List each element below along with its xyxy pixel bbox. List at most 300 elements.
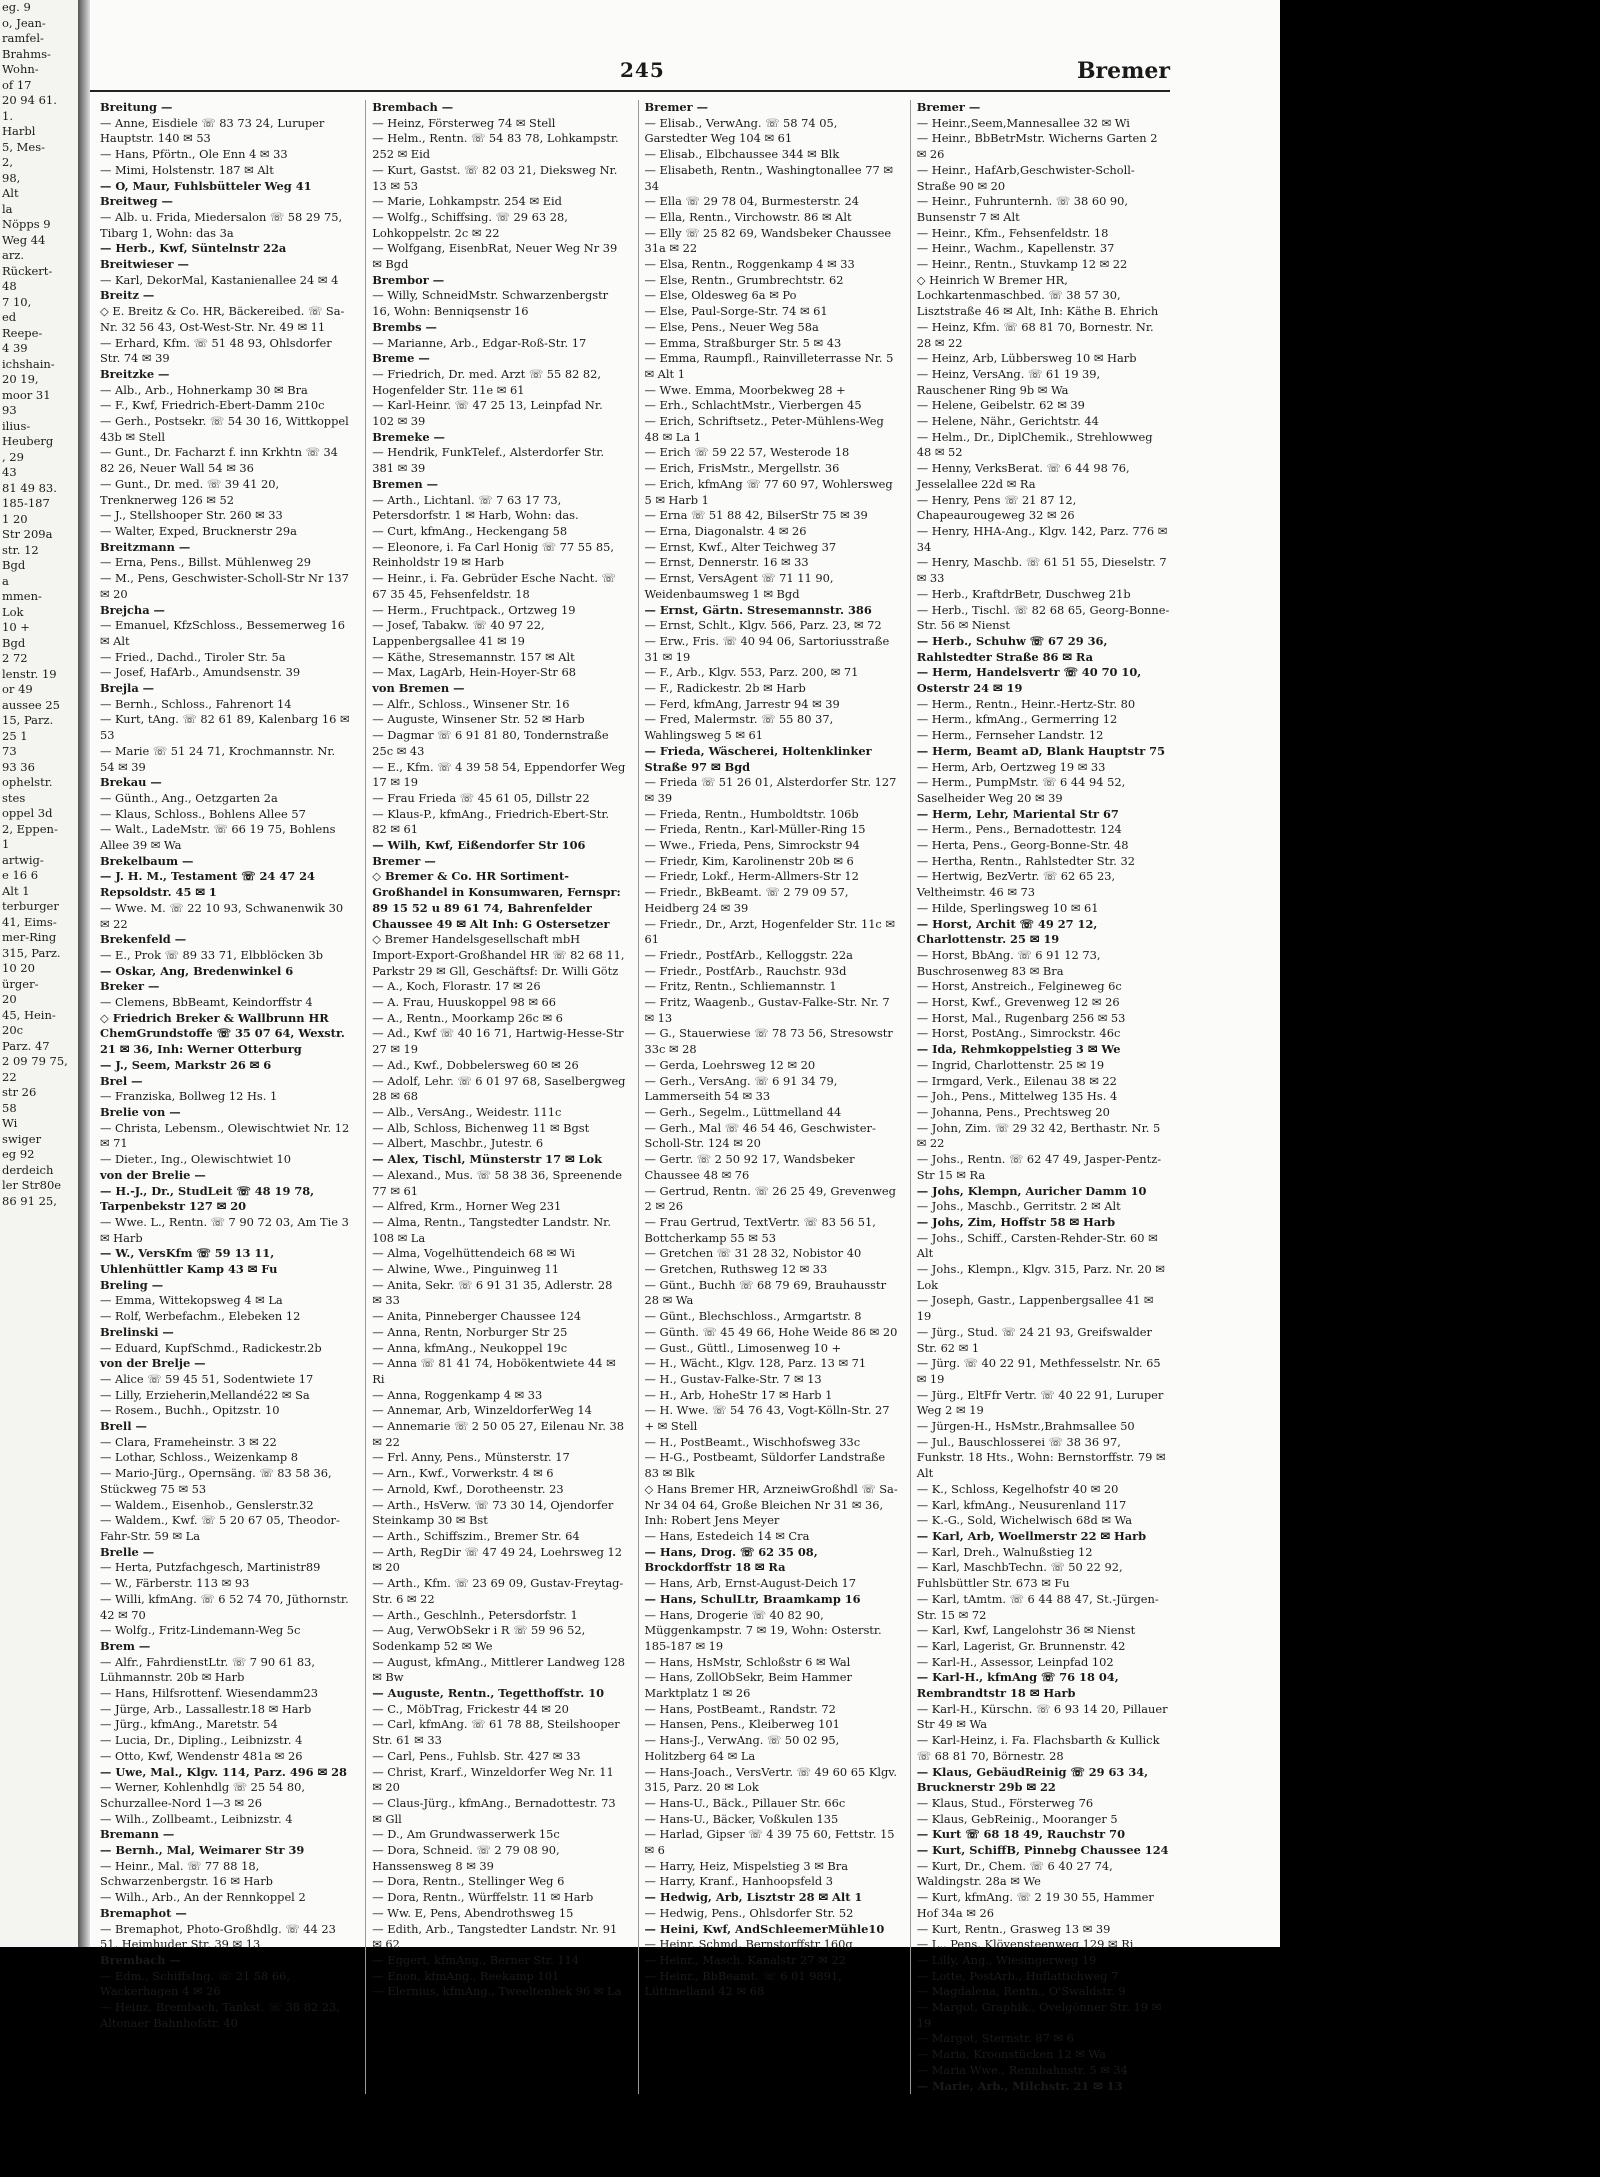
surname-heading: Brelle — [100,1544,155,1559]
directory-entry: — Gunt., Dr. med. ☏ 39 41 20, Trenknerweg 126 ✉ 52 [100,476,280,507]
directory-entry: — M., Pens, Geschwister-Scholl-Str Nr 137 ✉ 20 [100,571,349,601]
directory-entry: — Heinr., Rentn., Stuvkamp 12 ✉ 22 [916,257,1128,272]
directory-entry: — Hendrik, FunkTelef., Alsterdorfer Str. 381 ✉ 39 [372,445,605,476]
directory-entry: — Rolf, Werbefachm., Elebeken 12 [100,1309,301,1324]
directory-entry: — Heinr., Masch. Kanalstr 27 ✉ 22 [644,1952,846,1967]
directory-entry: — Josef, Tabakw. ☏ 40 97 22, Lappenbergsallee 41 ✉ 19 [372,618,545,648]
directory-entry: — Heinz, Försterweg 74 ✉ Stell [372,115,556,130]
directory-entry: — Heinz, Brembach, Tankst. ☏ 38 82 23, Altonaer Bahnhofstr. 40 [100,2000,340,2030]
directory-entry: — Erna, Pens., Billst. Mühlenweg 29 [100,555,311,570]
directory-entry: — F., Kwf, Friedrich-Ebert-Damm 210c [100,398,325,413]
directory-entry: — Gertr. ☏ 2 50 92 17, Wandsbeker Chaussee 48 ✉ 76 [644,1152,855,1182]
surname-heading: Bremer — [372,853,436,868]
directory-entry: — Ferd, kfmAng, Jarrestr 94 ✉ 39 [644,696,840,711]
directory-entry: — Friedr, Lokf., Herm-Allmers-Str 12 [644,869,859,884]
directory-entry: — Heinr., HafArb,Geschwister-Scholl-Straße 90 ✉ 20 [916,162,1135,193]
directory-entry: — Friedr., Dr., Arzt, Hogenfelder Str. 11c ✉ 61 [644,916,895,947]
directory-entry: — Helm., Rentn. ☏ 54 83 78, Lohkampstr. 252 ✉ Eid [372,131,619,162]
previous-page-fragment: Bgd [2,635,26,650]
directory-column-2 [365,100,625,2094]
directory-entry: — Johs., Klempn., Klgv. 315, Parz. Nr. 20 ✉ Lok [916,1262,1165,1292]
directory-entry: — Clara, Frameheinstr. 3 ✉ 22 [100,1434,277,1449]
directory-entry: — H., PostBeamt., Wischhofsweg 33c [644,1434,861,1449]
previous-page-fragment: artwig- [2,852,44,867]
directory-entry: — Karl, Dreh., Walnußstieg 12 [916,1544,1093,1559]
directory-entry: — Mimi, Holstenstr. 187 ✉ Alt [100,162,274,177]
previous-page-fragment: Bgd [2,558,26,572]
directory-entry: — Jürgen-H., HsMstr.,Brahmsallee 50 [916,1419,1135,1434]
directory-entry: — Karl-H., kfmAng ☏ 76 18 04, Rembrandtstr 18 ✉ Harb [916,1670,1119,1701]
directory-entry: — Herb., Tischl. ☏ 82 68 65, Georg-Bonne-Str. 56 ✉ Nienst [916,602,1170,633]
directory-entry: — Willi, kfmAng. ☏ 6 52 74 70, Jüthornstr. 42 ✉ 70 [100,1591,349,1622]
directory-entry: — Gerh., VersAng. ☏ 6 91 34 79, Lammerseith 54 ✉ 33 [644,1073,838,1104]
directory-entry: — Lilly, Ang., Wiesingerweg 19 [916,1952,1097,1967]
previous-page-fragment: Alt 1 [2,883,30,898]
directory-entry: — Arn., Kwf., Vorwerkstr. 4 ✉ 6 [372,1466,554,1481]
directory-entry: — Joh., Pens., Mittelweg 135 Hs. 4 [916,1089,1118,1104]
directory-entry: — Dora, Rentn., Stellinger Weg 6 [372,1874,565,1889]
directory-entry: — Karl-H., Assessor, Leinpfad 102 [916,1654,1114,1669]
directory-entry: — Alb. u. Frida, Miedersalon ☏ 58 29 75, Tibarg 1, Wohn: das 3a [100,209,343,240]
previous-page-fragment: Wi [2,1116,18,1130]
directory-entry: — Elly ☏ 25 82 69, Wandsbeker Chaussee 31a ✉ 22 [644,225,892,256]
previous-page-margin [0,0,81,1947]
surname-heading: Brelinski — [100,1324,174,1339]
directory-entry: — Erh., SchlachtMstr., Vierbergen 45 [644,398,862,413]
directory-entry: — Horst, Kwf., Grevenweg 12 ✉ 26 [916,995,1120,1010]
surname-heading: Breme — [372,351,430,366]
previous-page-fragment: 315, Parz. [2,945,61,960]
previous-page-fragment: or 49 [2,682,33,696]
directory-entry: — Adolf, Lehr. ☏ 6 01 97 68, Saselbergweg 28 ✉ 68 [372,1073,626,1104]
previous-page-fragment: swiger [2,1131,42,1146]
directory-entry: — Alb, Schloss, Bichenweg 11 ✉ Bgst [372,1120,590,1135]
running-head: Bremer [1076,58,1170,84]
previous-page-fragment: 2 72 [2,651,28,665]
previous-page-fragment: eg 92 [2,1147,35,1161]
directory-entry: — Hans, Estedeich 14 ✉ Cra [644,1528,810,1543]
surname-heading: Brel — [100,1073,143,1088]
directory-entry: — Alfred, Krm., Horner Weg 231 [372,1199,562,1214]
directory-entry: — K.-G., Sold, Wichelwisch 68d ✉ Wa [916,1513,1133,1528]
previous-page-fragment: 22 [2,1069,17,1084]
directory-entry: — Karl-Heinz, i. Fa. Flachsbarth & Kullick ☏ 68 81 70, Börnestr. 28 [916,1733,1160,1763]
surname-heading: Breker — [100,979,160,994]
directory-entry: — Alb., Arb., Hohnerkamp 30 ✉ Bra [100,382,308,397]
previous-page-fragment: aussee 25 [2,697,60,712]
directory-entry: — August, kfmAng., Mittlerer Landweg 128 ✉ Bw [372,1654,625,1685]
directory-entry: — Alex, Tischl, Münsterstr 17 ✉ Lok [372,1152,602,1167]
directory-entry: — Edith, Arb., Tangstedter Landstr. Nr. 91 ✉ 62 [372,1921,618,1952]
directory-entry: — Anita, Pinneberger Chaussee 124 [372,1309,582,1324]
directory-entry: — Käthe, Stresemannstr. 157 ✉ Alt [372,649,575,664]
directory-entry: — Horst, Anstreich., Felgineweg 6c [916,979,1122,994]
previous-page-fragment: Lok [2,604,24,619]
directory-entry: — Frieda, Rentn., Karl-Müller-Ring 15 [644,822,866,837]
directory-entry: — Heinr.,Seem,Mannesallee 32 ✉ Wi [916,115,1130,130]
directory-entry: — Curt, kfmAng., Heckengang 58 [372,523,568,538]
directory-entry: — Gretchen, Ruthsweg 12 ✉ 33 [644,1262,828,1277]
previous-page-fragment: str 26 [2,1085,37,1099]
surname-heading: Breling — [100,1277,164,1292]
previous-page-fragment: Brahms- [2,46,51,61]
directory-entry: — Frau Gertrud, TextVertr. ☏ 83 56 51, Bottcherkamp 55 ✉ 53 [644,1214,876,1245]
surname-heading: Breitwieser — [100,257,189,272]
directory-entry: — Uwe, Mal., Klgv. 114, Parz. 496 ✉ 28 [100,1764,347,1779]
directory-entry: — F., Arb., Klgv. 553, Parz. 200, ✉ 71 [644,665,859,680]
directory-entry: — Jürg., Stud. ☏ 24 21 93, Greifswalder Str. 62 ✉ 1 [916,1324,1152,1355]
directory-entry: ◇ Heinrich W Bremer HR, Lochkartenmaschbed. ☏ 38 57 30, Lisztstraße 46 ✉ Alt, Inh: Käthe B. Ehrich [916,272,1159,319]
directory-entry: — Fritz, Rentn., Schliemannstr. 1 [644,979,837,994]
directory-entry: — Frau Frieda ☏ 45 61 05, Dillstr 22 [372,790,590,805]
surname-heading: Brem — [100,1638,151,1653]
previous-page-fragment: Reepe- [2,325,43,340]
directory-entry: — Alb., VersAng., Weidestr. 111c [372,1105,562,1119]
directory-entry: — Johs, Klempn, Auricher Damm 10 [916,1183,1147,1198]
directory-entry: — Ad., Kwf., Dobbelersweg 60 ✉ 26 [372,1057,579,1072]
directory-entry: — Gerh., Segelm., Lüttmelland 44 [644,1105,842,1119]
previous-page-fragment: 2, [2,155,13,169]
directory-entry: — Fred, Malermstr. ☏ 55 80 37, Wahlingsweg 5 ✉ 61 [644,712,834,743]
directory-entry: — H., Gustav-Falke-Str. 7 ✉ 13 [644,1371,822,1386]
previous-page-fragment: moor 31 [2,387,51,402]
directory-entry: — Wwe., Frieda, Pens, Simrockstr 94 [644,838,860,853]
previous-page-fragment: 73 [2,744,17,758]
directory-entry: — Hans, PostBeamt., Randstr. 72 [644,1701,836,1716]
directory-entry: — Wwe. Emma, Moorbekweg 28 + [644,382,846,397]
directory-entry: — Karl-H., Kürschn. ☏ 6 93 14 20, Pillauer Str 49 ✉ Wa [916,1701,1168,1732]
directory-entry: — Jürge, Arb., Lassallestr.18 ✉ Harb [100,1701,312,1716]
directory-entry: — Walt., LadeMstr. ☏ 66 19 75, Bohlens Allee 39 ✉ Wa [100,822,336,853]
directory-entry: — Ernst, Kwf., Alter Teichweg 37 [644,539,837,554]
directory-entry: — Mario-Jürg., Opernsäng. ☏ 83 58 36, Stückweg 75 ✉ 53 [100,1466,332,1496]
directory-entry: — Heinz, Kfm. ☏ 68 81 70, Bornestr. Nr. 28 ✉ 22 [916,319,1154,350]
directory-entry: — Karl, tAmtm. ☏ 6 44 88 47, St.-Jürgen-Str. 15 ✉ 72 [916,1591,1159,1622]
directory-entry: — Margot, Sternstr. 87 ✉ 6 [916,2031,1074,2046]
directory-column-3 [638,100,898,2094]
previous-page-fragment: la [2,201,13,216]
previous-page-fragment: 10 + [2,620,30,634]
directory-entry: — Heinr., BbBeamt. ☏ 6 01 9891, Lüttmelland 42 ✉ 68 [644,1968,842,1999]
directory-entry: — Arth., Kfm. ☏ 23 69 09, Gustav-Freytag-Str. 6 ✉ 22 [372,1576,624,1606]
directory-entry: — Herta, Putzfachgesch, Martinistr89 [100,1560,321,1575]
previous-page-fragment: 1. [2,108,13,123]
previous-page-fragment: terburger [2,899,59,913]
directory-entry: — Kurt, Gastst. ☏ 82 03 21, Dieksweg Nr. 13 ✉ 53 [372,162,618,193]
directory-entry: — Else, Paul-Sorge-Str. 74 ✉ 61 [644,304,828,319]
directory-entry: — Erich, kfmAng ☏ 77 60 97, Wohlersweg 5 ✉ Harb 1 [644,476,893,507]
directory-entry: — Lothar, Schloss., Weizenkamp 8 [100,1450,299,1465]
page-header [90,58,1170,88]
previous-page-fragment: ürger- [2,976,39,991]
directory-entry: — Irmgard, Verk., Eilenau 38 ✉ 22 [916,1073,1117,1088]
directory-entry: — Johanna, Pens., Prechtsweg 20 [916,1105,1110,1119]
surname-heading: Brekau — [100,775,162,790]
directory-entry: — Hans, ZollObSekr, Beim Hammer Marktplatz 1 ✉ 26 [644,1670,852,1701]
directory-entry: — Heinr., Mal. ☏ 77 88 18, Schwarzenbergstr. 16 ✉ Harb [100,1858,273,1889]
surname-heading: von der Brelje — [100,1356,206,1371]
surname-heading: Brembach — [372,100,454,114]
directory-column-1 [100,100,353,2094]
previous-page-fragment: 7 10, [2,294,32,309]
directory-entry: — Hansen, Pens., Kleiberweg 101 [644,1717,840,1732]
directory-entry: — Gerh., Postsekr. ☏ 54 30 16, Wittkoppel 43b ✉ Stell [100,414,349,444]
surname-heading: Breitzmann — [100,539,191,554]
directory-entry: — Arth, RegDir ☏ 47 49 24, Loehrsweg 12 ✉ 20 [372,1544,623,1575]
previous-page-fragment: Harbl [2,124,36,138]
previous-page-fragment: arz. [2,248,25,262]
directory-entry: — Herta, Pens., Georg-Bonne-Str. 48 [916,838,1129,853]
directory-entry: — A., Rentn., Moorkamp 26c ✉ 6 [372,1010,563,1025]
directory-entry: — Hans, Hilfsrottenf. Wiesendamm23 [100,1686,319,1701]
directory-entry: — Ernst, VersAgent ☏ 71 11 90, Weidenbaumsweg 1 ✉ Bgd [644,571,834,601]
directory-entry: — Anna, Rentn, Norburger Str 25 [372,1324,568,1339]
previous-page-fragment: 20 94 61. [2,93,57,107]
previous-page-fragment: o, Jean- [2,15,46,30]
directory-entry: — Edm., SchiffsIng. ☏ 21 58 66, Wackerhagen 4 ✉ 26 [100,1968,290,1999]
directory-entry: — Friedr, Kim, Karolinenstr 20b ✉ 6 [644,853,854,868]
previous-page-fragment: 81 49 83. [2,480,57,495]
surname-heading: Breitz — [100,288,155,303]
previous-page-fragment: 1 [2,837,10,851]
previous-page-fragment: 25 1 [2,728,28,743]
surname-heading: Breitung — [100,100,173,114]
directory-entry: — J. H. M., Testament ☏ 24 47 24 Repsoldstr. 45 ✉ 1 [100,869,315,900]
directory-entry: — Karl, Arb, Woellmerstr 22 ✉ Harb [916,1528,1147,1543]
directory-entry: — H., Arb, HoheStr 17 ✉ Harb 1 [644,1387,833,1402]
previous-page-fragment: 41, Eims- [2,914,57,929]
directory-entry: — Eleonore, i. Fa Carl Honig ☏ 77 55 85, Reinholdstr 19 ✉ Harb [372,539,614,570]
directory-entry: — Heini, Kwf, AndSchleemerMühle10 [644,1921,885,1936]
directory-entry: — Friedrich, Dr. med. Arzt ☏ 55 82 82, Hogenfelder Str. 11e ✉ 61 [372,366,602,397]
directory-entry: — Magdalena, Rentn., O'Swaldstr. 9 [916,1984,1126,1999]
directory-entry: — E., Prok ☏ 89 33 71, Elbblöcken 3b [100,947,324,962]
previous-page-fragment: 4 39 [2,341,28,355]
surname-heading: Brembs — [372,319,437,334]
directory-entry: — Herm, Beamt aD, Blank Hauptstr 75 [916,743,1166,758]
directory-entry: — H., Wächt., Klgv. 128, Parz. 13 ✉ 71 [644,1356,867,1371]
directory-entry: ◇ Bremer Handelsgesellschaft mbH Import-Export-Großhandel HR ☏ 82 68 11, Parkstr 29 ✉ Gll, Geschäftsf: Dr. Willi Götz [372,932,625,978]
directory-entry: — Bernh., Schloss., Fahrenort 14 [100,696,292,711]
directory-entry: ◇ Friedrich Breker & Wallbrunn HR ChemGrundstoffe ☏ 35 07 64, Wexstr. 21 ✉ 36, Inh: Werner Otterburg [100,1010,345,1057]
previous-page-fragment: Str 209a [2,527,53,541]
directory-entry: — Gunt., Dr. Facharzt f. inn Krkhtn ☏ 34 82 26, Neuer Wall 54 ✉ 36 [100,445,338,476]
directory-entry: — Marie, Arb., Milchstr. 21 ✉ 13 [916,2078,1123,2093]
directory-entry: — Hertwig, BezVertr. ☏ 62 65 23, Veltheimstr. 46 ✉ 73 [916,869,1116,900]
directory-entry: — Arnold, Kwf., Dorotheenstr. 23 [372,1481,564,1496]
directory-entry: — Frieda ☏ 51 26 01, Alsterdorfer Str. 127 ✉ 39 [644,775,897,805]
directory-entry: — Johs., Schiff., Carsten-Rehder-Str. 60 ✉ Alt [916,1230,1158,1261]
directory-entry: — Herm, Lehr, Mariental Str 67 [916,806,1119,821]
directory-entry: — Arth., HsVerw. ☏ 73 30 14, Ojendorfer Steinkamp 30 ✉ Bst [372,1497,614,1528]
directory-entry: — Emma, Raumpfl., Rainvilleterrasse Nr. 5 ✉ Alt 1 [644,351,894,381]
directory-entry: — Hans-U., Bäck., Pillauer Str. 66c [644,1795,846,1810]
directory-entry: — Horst, Archit ☏ 49 27 12, Charlottenstr. 25 ✉ 19 [916,916,1098,947]
directory-entry: — Horst, BbAng. ☏ 6 91 12 73, Buschrosenweg 83 ✉ Bra [916,947,1101,978]
directory-entry: — Gertrud, Rentn. ☏ 26 25 49, Grevenweg 2 ✉ 26 [644,1183,896,1214]
directory-entry: — D., Am Grundwasserwerk 15c [372,1827,560,1842]
directory-entry: — Hans-Joach., VersVertr. ☏ 49 60 65 Klgv. 315, Parz. 20 ✉ Lok [644,1764,898,1795]
directory-entry: — Bremaphot, Photo-Großhdlg. ☏ 44 23 51, Heimhuder Str. 39 ✉ 13 [100,1921,336,1952]
directory-entry: — John, Zim. ☏ 29 32 42, Berthastr. Nr. 5 ✉ 22 [916,1120,1161,1151]
directory-entry: — Heinr., Wachm., Kapellenstr. 37 [916,241,1115,256]
previous-page-fragment: 93 36 [2,759,35,774]
directory-entry: — Arth., Schiffszim., Bremer Str. 64 [372,1528,580,1543]
page-number: 245 [620,58,665,82]
surname-heading: Bremeke — [372,429,445,444]
previous-page-fragment: a [2,573,9,588]
previous-page-fragment: ramfel- [2,31,44,45]
directory-entry: — Herb., Schuhw ☏ 67 29 36, Rahlstedter Straße 86 ✉ Ra [916,633,1108,664]
directory-entry: — Dora, Rentn., Würffelstr. 11 ✉ Harb [372,1890,594,1905]
directory-entry: — Waldem., Eisenhob., Genslerstr.32 [100,1497,314,1512]
previous-page-fragment: 93 [2,403,17,417]
directory-entry: — Wwe. L., Rentn. ☏ 7 90 72 03, Am Tie 3 ✉ Harb [100,1214,349,1245]
surname-heading: Bremer — [916,100,981,114]
directory-entry: — Lilly, Erzieherin,Mellandé22 ✉ Sa [100,1387,310,1402]
previous-page-fragment: 5, Mes- [2,139,45,154]
directory-entry: — Erich, Schriftsetz., Peter-Mühlens-Weg 48 ✉ La 1 [644,414,884,444]
directory-entry: — Arth., Geschlnh., Petersdorfstr. 1 [372,1607,578,1622]
directory-entry: — Ww. E, Pens, Abendrothsweg 15 [372,1905,574,1920]
directory-entry: — Karl, MaschbTechn. ☏ 50 22 92, Fuhlsbüttler Str. 673 ✉ Fu [916,1560,1123,1591]
directory-entry: — Wolfg., Fritz-Lindemann-Weg 5c [100,1623,301,1638]
directory-entry: — Ad., Kwf ☏ 40 16 71, Hartwig-Hesse-Str 27 ✉ 19 [372,1026,624,1057]
previous-page-fragment: eg. 9 [2,0,31,14]
directory-entry: — A. Frau, Huuskoppel 98 ✉ 66 [372,995,557,1010]
directory-entry: — Kurt, SchiffB, Pinnebg Chaussee 124 [916,1843,1169,1858]
directory-entry: — Eduard, KupfSchmd., Radickestr.2b [100,1340,322,1355]
directory-entry: — Günth. ☏ 45 49 66, Hohe Weide 86 ✉ 20 [644,1324,898,1339]
header-rule [90,90,1170,92]
directory-entry: — Margot, Graphik., Ovelgönner Str. 19 ✉ 19 [916,2000,1162,2030]
directory-entry: — Marie, Lohkampstr. 254 ✉ Eid [372,194,562,209]
surname-heading: Brekelbaum — [100,853,194,868]
previous-page-fragment: ichshain- [2,356,55,371]
directory-columns [100,100,1170,2094]
directory-entry: — Friedr., PostfArb., Kelloggstr. 22a [644,947,853,962]
directory-entry: — Hans, Drog. ☏ 62 35 08, Brockdorffstr 18 ✉ Ra [644,1544,818,1575]
directory-entry: — Anna, Roggenkamp 4 ✉ 33 [372,1387,543,1402]
directory-entry: — Carl, Pens., Fuhlsb. Str. 427 ✉ 33 [372,1748,581,1763]
directory-entry: — Günt., Blechschloss., Armgartstr. 8 [644,1309,862,1324]
previous-page-fragment: ler Str80e [2,1178,62,1192]
directory-entry: — Alma, Rentn., Tangstedter Landstr. Nr. 108 ✉ La [372,1214,611,1245]
directory-entry: — Otto, Kwf, Wendenstr 481a ✉ 26 [100,1748,303,1763]
directory-entry: — Hedwig, Pens., Ohlsdorfer Str. 52 [644,1905,854,1920]
directory-entry: — Kurt ☏ 68 18 49, Rauchstr 70 [916,1827,1125,1842]
directory-entry: — Carl, kfmAng. ☏ 61 78 88, Steilshooper Str. 61 ✉ 33 [372,1717,620,1748]
previous-page-fragment: oppel 3d [2,806,53,820]
directory-entry: — Jürg., kfmAng., Maretstr. 54 [100,1717,278,1732]
surname-heading: Brembach — [100,1952,181,1967]
directory-entry: — Henry, HHA-Ang., Klgv. 142, Parz. 776 ✉ 34 [916,523,1168,554]
directory-entry: — Horst, Mal., Rugenbarg 256 ✉ 53 [916,1010,1126,1025]
directory-entry: — Emma, Straßburger Str. 5 ✉ 43 [644,335,842,350]
previous-page-fragment: , 29 [2,449,24,464]
directory-entry: — Emma, Wittekopsweg 4 ✉ La [100,1293,283,1308]
previous-page-fragment: Nöpps 9 [2,217,51,231]
previous-page-fragment: 10 20 [2,961,35,975]
directory-entry: — Kurt, Rentn., Grasweg 13 ✉ 39 [916,1921,1111,1936]
directory-entry: — Frl. Anny, Pens., Münsterstr. 17 [372,1450,570,1465]
directory-entry: — Auguste, Winsener Str. 52 ✉ Harb [372,712,585,727]
directory-entry: — Fried., Dachd., Tiroler Str. 5a [100,649,286,664]
previous-page-fragment: 43 [2,465,17,479]
surname-heading: Brelie von — [100,1105,181,1119]
directory-entry: — Johs, Zim, Hoffstr 58 ✉ Harb [916,1214,1116,1229]
directory-entry: ◇ Hans Bremer HR, ArzneiwGroßhdl ☏ Sa-Nr 34 04 64, Große Bleichen Nr 31 ✉ 36, Inh: Robert Jens Meyer [644,1481,898,1528]
directory-entry: — Alwine, Wwe., Pinguinweg 11 [372,1262,560,1277]
surname-heading: Breitzke — [100,366,170,381]
directory-entry: — Waldem., Kwf. ☏ 5 20 67 05, Theodor-Fahr-Str. 59 ✉ La [100,1513,340,1543]
directory-entry: — Klaus, GebäudReinig ☏ 29 63 34, Brucknerstr 29b ✉ 22 [916,1764,1149,1795]
directory-entry: — K., Schloss, Kegelhofstr 40 ✉ 20 [916,1481,1119,1496]
directory-entry: — G., Stauerwiese ☏ 78 73 56, Stresowstr 33c ✉ 28 [644,1026,893,1057]
directory-entry: — E., Kfm. ☏ 4 39 58 54, Eppendorfer Weg 17 ✉ 19 [372,759,626,790]
previous-page-fragment: derdeich [2,1162,54,1177]
previous-page-fragment: e 16 6 [2,868,39,882]
previous-page-fragment: ilius- [2,418,31,433]
directory-entry: — Harry, Heiz, Mispelstieg 3 ✉ Bra [644,1858,849,1873]
directory-entry: — Hans, Drogerie ☏ 40 82 90, Müggenkampstr. 7 ✉ 19, Wohn: Osterstr. 185-187 ✉ 19 [644,1607,882,1653]
directory-entry: — Annemarie ☏ 2 50 05 27, Eilenau Nr. 38 ✉ 22 [372,1419,624,1449]
directory-entry: — Frieda, Wäscherei, Holtenklinker Straße 97 ✉ Bgd [644,743,872,774]
directory-entry: — Gretchen ☏ 31 28 32, Nobistor 40 [644,1246,862,1261]
directory-entry: — Heinz, Arb, Lübbersweg 10 ✉ Harb [916,351,1137,366]
directory-entry: — Claus-Jürg., kfmAng., Bernadottestr. 73 ✉ Gll [372,1795,616,1826]
previous-page-fragment: 58 [2,1100,17,1115]
directory-entry: — Karl-Heinr. ☏ 47 25 13, Leinpfad Nr. 102 ✉ 39 [372,398,603,429]
previous-page-fragment: ophelstr. [2,775,53,789]
directory-entry: — Anna ☏ 81 41 74, Hobökentwiete 44 ✉ Ri [372,1356,616,1386]
directory-entry: — Klaus, Schloss., Bohlens Allee 57 [100,806,306,821]
directory-entry: — Herb., KraftdrBetr, Duschweg 21b [916,586,1131,601]
directory-entry: — Heinr., i. Fa. Gebrüder Esche Nacht. ☏ 67 35 45, Fehsenfeldstr. 18 [372,571,616,601]
directory-entry: — Hedwig, Arb, Lisztstr 28 ✉ Alt 1 [644,1890,863,1905]
directory-entry: — Alexand., Mus. ☏ 58 38 36, Spreenende 77 ✉ 61 [372,1167,622,1198]
previous-page-fragment: 45, Hein- [2,1007,56,1022]
directory-entry: — Herb., Kwf, Süntelnstr 22a [100,241,287,256]
directory-entry: — Hans, HsMstr, Schloßstr 6 ✉ Wal [644,1654,851,1669]
directory-entry: — Günth., Ang., Oetzgarten 2a [100,790,278,805]
directory-entry: — W., VersKfm ☏ 59 13 11, Uhlenhüttler Kamp 43 ✉ Fu [100,1246,278,1277]
directory-entry: — Maria, Kroonstücken 12 ✉ Wa [916,2047,1106,2062]
directory-entry: — Heinz, VersAng. ☏ 61 19 39, Rauschener Ring 9b ✉ Wa [916,366,1101,397]
directory-entry: — Hertha, Rentn., Rahlstedter Str. 32 [916,853,1136,868]
directory-entry: — Ernst, Dennerstr. 16 ✉ 33 [644,555,809,570]
previous-page-fragment: Parz. 47 [2,1038,50,1053]
directory-entry: — Elsa, Rentn., Roggenkamp 4 ✉ 33 [644,257,855,272]
directory-entry: — Franziska, Bollweg 12 Hs. 1 [100,1089,278,1104]
previous-page-fragment: Heuberg [2,434,54,448]
directory-entry: — Herm, Arb, Oertzweg 19 ✉ 33 [916,759,1106,774]
directory-entry: — Werner, Kohlenhdlg ☏ 25 54 80, Schurzallee-Nord 1—3 ✉ 26 [100,1780,305,1810]
directory-entry: — F., Radickestr. 2b ✉ Harb [644,681,806,696]
directory-entry: — Harlad, Gipser ☏ 4 39 75 60, Fettstr. 15 ✉ 6 [644,1827,895,1858]
previous-page-fragment: 20c [2,1023,24,1037]
directory-entry: — Dieter., Ing., Olewischtwiet 10 [100,1152,291,1167]
previous-page-fragment: 98, [2,170,21,185]
directory-entry: — Else, Pens., Neuer Weg 58a [644,319,819,334]
directory-entry: — Karl, Lagerist, Gr. Brunnenstr. 42 [916,1638,1126,1653]
directory-entry: — Herm., PumpMstr. ☏ 6 44 94 52, Saselheider Weg 20 ✉ 39 [916,775,1126,805]
directory-entry: — Annemar, Arb, WinzeldorferWeg 14 [372,1403,592,1418]
directory-entry: — Heinr., Fuhrunternh. ☏ 38 60 90, Bunsenstr 7 ✉ Alt [916,194,1129,224]
directory-entry: — Rosem., Buchh., Opitzstr. 10 [100,1403,280,1418]
directory-entry: — Friedr., PostfArb., Rauchstr. 93d [644,963,847,978]
previous-page-fragment: 15, Parz. [2,713,54,727]
